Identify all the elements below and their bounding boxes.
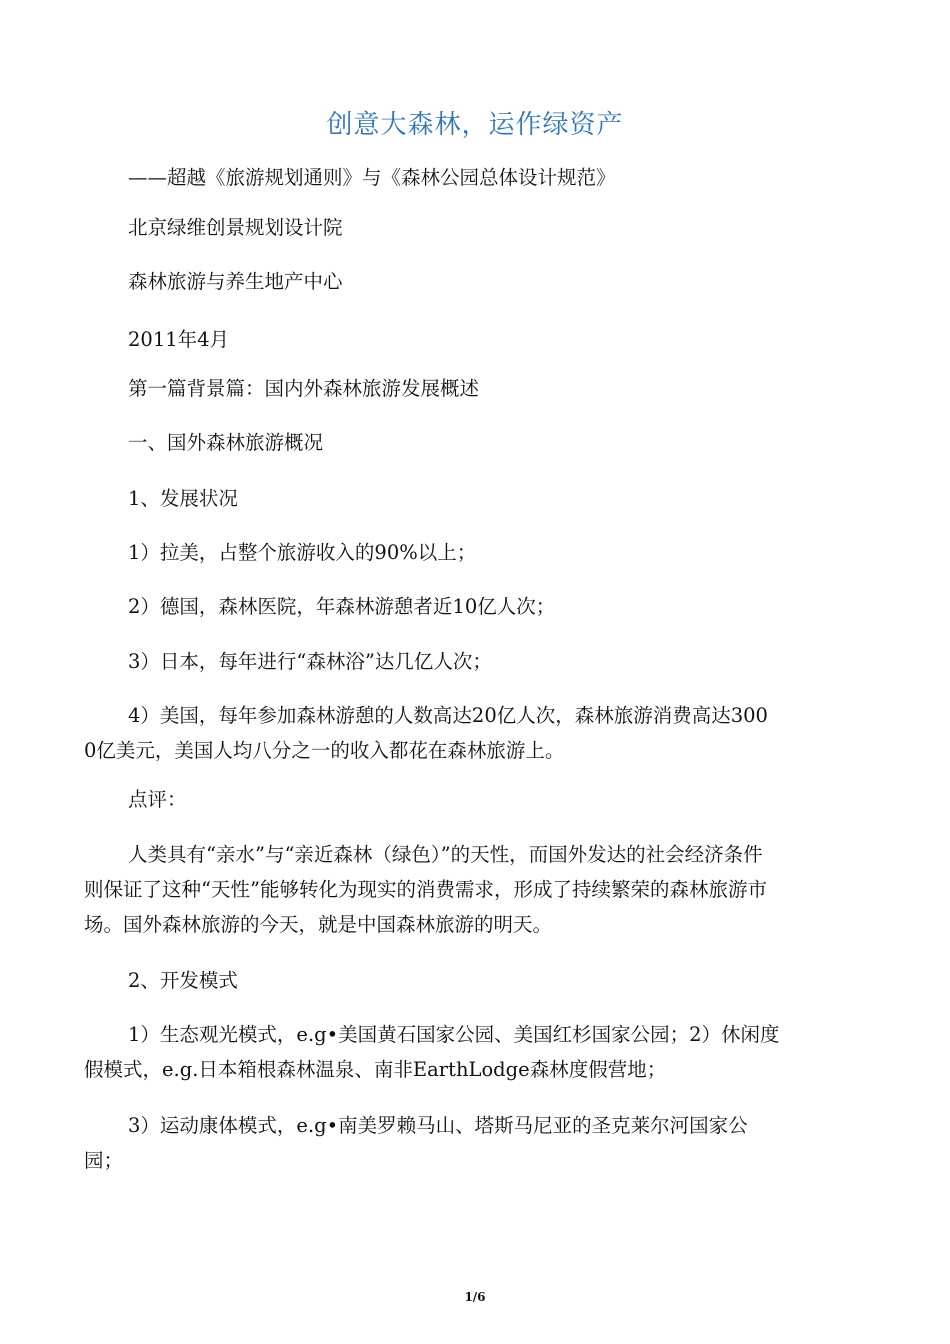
comment-paragraph: 人类具有“亲水”与“亲近森林（绿色）”的天性，而国外发达的社会经济条件 则保证了这种“天性”能够转化为现实的消费需求，形成了持续繁荣的森林旅游市 场。国外森林旅游的今天，就是中国森林旅游的明天。	[84, 843, 767, 936]
document-title: 创意大森林，运作绿资产	[326, 110, 624, 140]
comment-label: 点评：	[128, 788, 187, 811]
part-heading: 第一篇背景篇：国内外森林旅游发展概述	[128, 377, 480, 400]
page-number: 1/6	[464, 1290, 486, 1304]
subtitle: ——超越《旅游规划通则》与《森林公园总体设计规范》	[128, 166, 616, 189]
mode-paragraph: 3）运动康体模式，e.g•南美罗赖马山、塔斯马尼亚的圣克莱尔河国家公 园；	[84, 1114, 748, 1172]
section-heading: 一、国外森林旅游概况	[128, 431, 324, 454]
department-name: 森林旅游与养生地产中心	[128, 270, 343, 293]
mode-paragraph: 1）生态观光模式，e.g•美国黄石国家公园、美国红杉国家公园；2）休闲度 假模式，e.g.日本箱根森林温泉、南非EarthLodge森林度假营地；	[84, 1023, 780, 1081]
list-item: 3）日本，每年进行“森林浴”达几亿人次；	[128, 650, 492, 673]
organization-name: 北京绿维创景规划设计院	[128, 216, 343, 239]
list-item: 2）德国，森林医院，年森林游憩者近10亿人次；	[128, 595, 556, 618]
subsection-heading: 1、发展状况	[128, 487, 238, 510]
list-item: 4）美国，每年参加森林游憩的人数高达20亿人次，森林旅游消费高达300 0亿美元，美国人均八分之一的收入都花在森林旅游上。	[84, 704, 768, 762]
list-item: 1）拉美，占整个旅游收入的90%以上；	[128, 541, 477, 564]
date: 2011年4月	[128, 328, 230, 351]
subsection-heading: 2、开发模式	[128, 969, 238, 992]
